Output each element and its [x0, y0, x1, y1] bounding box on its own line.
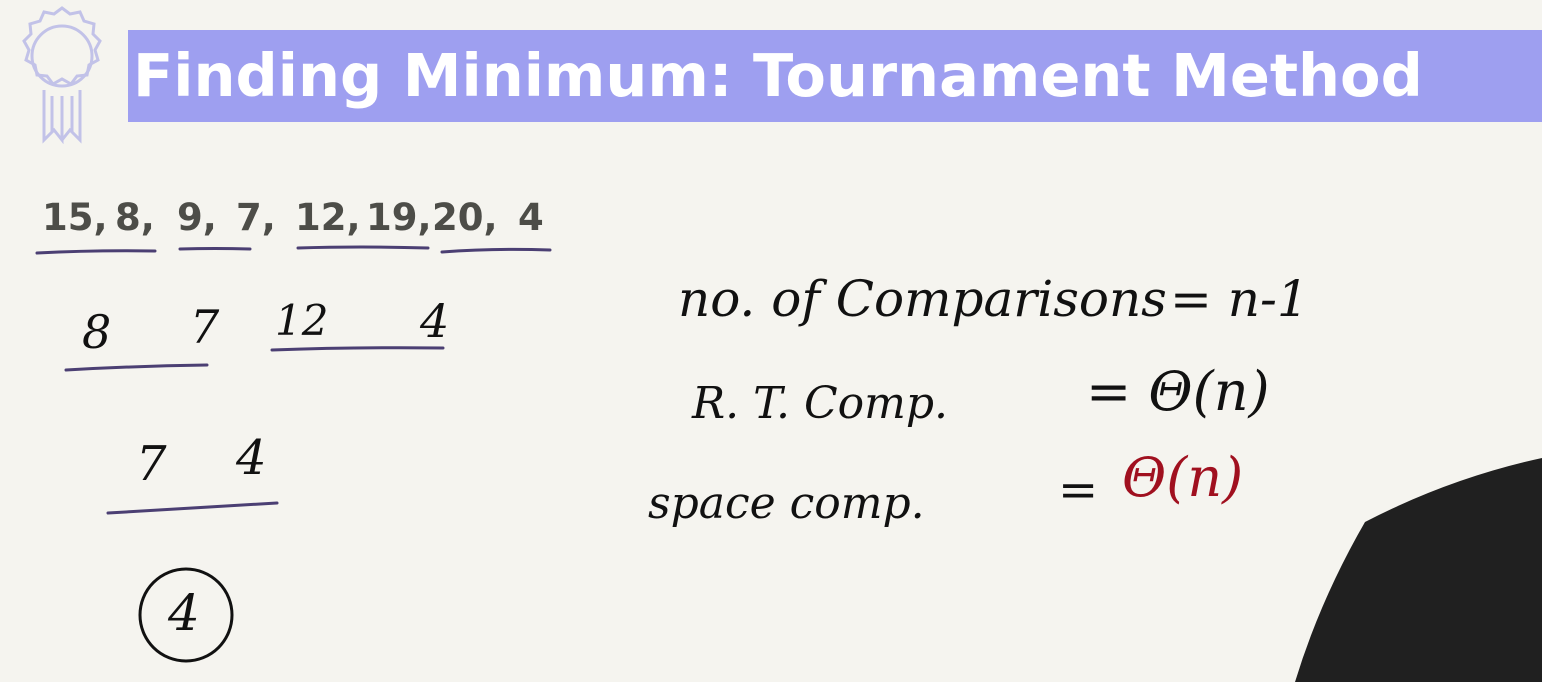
- pair-underline: [442, 249, 550, 252]
- rt-label: R. T. Comp.: [692, 378, 948, 429]
- round1-underline: [272, 348, 443, 350]
- rt-value: = Θ(n): [1086, 360, 1270, 423]
- round1-value: 4: [420, 294, 450, 348]
- array-item: 4: [518, 196, 544, 239]
- space-value: Θ(n): [1122, 446, 1244, 509]
- round2-value: 7: [136, 436, 167, 492]
- pair-underline: [37, 251, 155, 253]
- pair-underline: [298, 247, 428, 248]
- round2-value: 4: [236, 430, 267, 486]
- round1-value: 12: [275, 296, 329, 345]
- comparisons-label: no. of Comparisons: [678, 270, 1167, 328]
- space-equals: =: [1058, 462, 1099, 518]
- winner-value: 4: [168, 584, 200, 642]
- slide-title: Finding Minimum: Tournament Method: [133, 41, 1423, 110]
- space-label: space comp.: [648, 478, 925, 529]
- array-item: 15,: [42, 196, 108, 239]
- array-item: 12,: [295, 196, 361, 239]
- round1-underline: [66, 365, 207, 370]
- array-item: 19,: [366, 196, 432, 239]
- presenter-silhouette: [1295, 458, 1542, 682]
- round2-underline: [108, 503, 277, 513]
- array-item: 9,: [177, 196, 217, 239]
- round1-value: 8: [82, 305, 112, 359]
- comparisons-value: = n-1: [1170, 270, 1309, 328]
- round1-value: 7: [190, 300, 220, 354]
- pair-underline: [180, 249, 250, 250]
- array-item: 7,: [236, 196, 276, 239]
- array-item: 8,: [115, 196, 155, 239]
- array-item: 20,: [432, 196, 498, 239]
